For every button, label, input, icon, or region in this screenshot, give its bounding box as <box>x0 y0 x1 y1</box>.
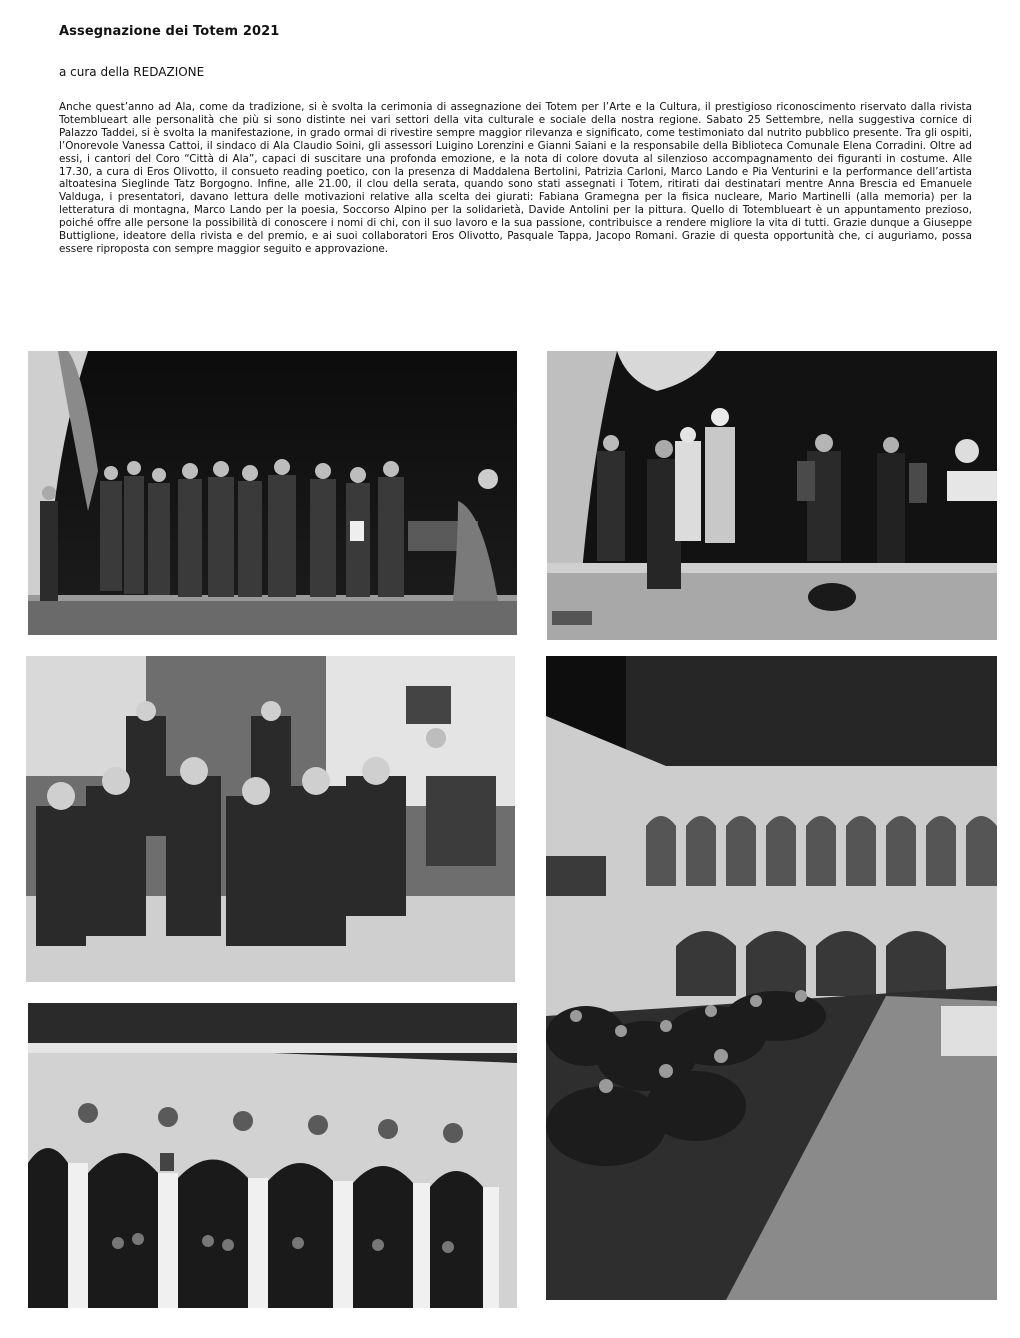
photo-courtyard-icon <box>546 656 997 1300</box>
photo-stage-presenters-icon <box>547 351 997 640</box>
photo-audience-seated <box>26 656 515 982</box>
photo-stage-group <box>28 351 517 635</box>
photo-stage-presenters <box>547 351 997 640</box>
article-byline: a cura della REDAZIONE <box>59 65 205 79</box>
photo-audience-icon <box>26 656 515 982</box>
article-title: Assegnazione dei Totem 2021 <box>59 24 280 39</box>
article-body: Anche quest’anno ad Ala, come da tradizione, si è svolta la cerimonia di assegnazione dei Totem per l’Arte e la Cultura, il prestigioso riconoscimento riservato dalla rivista Totemblueart alle personalità che più si sono distinte nei vari settori della vita culturale e sociale della nostra regione. Sabato 25 Settembre, nella suggestiva cornice di Palazzo Taddei, si è svolta la manifestazione, in grado ormai di rivestire sempre maggior rilevanza e significato, come testimoniato dal nutrito pubblico presente. Tra gli ospiti, l’Onorevole Vanessa Cattoi, il sindaco di Ala Claudio Soini, gli assessori Luigino Lorenzini e Gianni Saiani e la responsabile della Biblioteca Comunale Elena Corradini. Oltre ad essi, i cantori del Coro “Città di Ala”, capaci di suscitare una profonda emozione, e la nota di colore dovuta al silenzioso accompagnamento dei figuranti in costume. Alle 17.30, a cura di Eros Olivotto, il consueto reading poetico, con la presenza di Maddalena Bertolini, Patrizia Carloni, Marco Lando e Pia Venturini e la performance dell’artista altoatesina Sieglinde Tatz Borgogno. Infine, alle 21.00, il clou della serata, quando sono stati assegnati i Totem, ritirati dai destinatari mentre Anna Brescia ed Emanuele Valduga, i presentatori, davano lettura delle motivazioni relative alla scelta dei giurati: Fabiana Gramegna per la fisica nucleare, Mario Martinelli (alla memoria) per la letteratura di montagna, Marco Lando per la poesia, Soccorso Alpino per la solidarietà, Davide Antolini per la pittura. Quello di Totemblueart è un appuntamento prezioso, poiché offre alle persone la possibilità di conoscere i nomi di chi, con il suo lavoro e la sua passione, contribuisce a rendere migliore la vita di tutti. Grazie dunque a Giuseppe Buttiglione, ideatore della rivista e del premio, e ai suoi collaboratori Eros Olivotto, Pasquale Tappa, Jacopo Romani. Grazie di questa opportunità che, ci auguriamo, possa essere riproposta con sempre maggior seguito e approvazione. <box>59 101 972 255</box>
photo-courtyard-night <box>546 656 997 1300</box>
photo-stage-group-icon <box>28 351 517 635</box>
photo-arcade-icon <box>28 1003 517 1308</box>
photo-arcade-loggia <box>28 1003 517 1308</box>
